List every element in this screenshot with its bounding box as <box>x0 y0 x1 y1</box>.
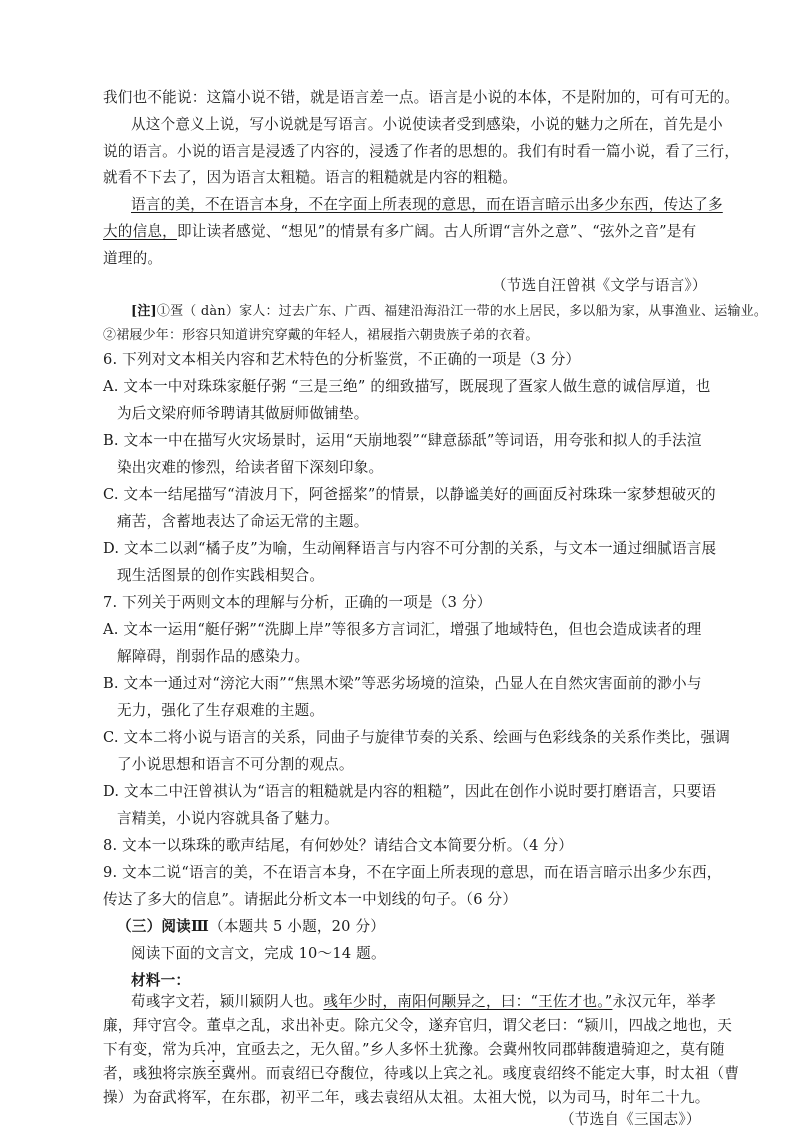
question-8-stem: 8. 文本一以珠珠的歌声结尾，有何妙处？请结合文本简要分析。（4 分） <box>103 837 574 854</box>
passage-line: 从这个意义上说，写小说就是写语言。小说使读者受到感染，小说的魅力之所在，首先是小 <box>131 116 723 133</box>
classical-line: 荀彧字文若，颍川颍阴人也。彧年少时，南阳何颙异之，曰：“王佐才也。”永汉元年，举孝 <box>131 993 716 1010</box>
note-label: [注] <box>131 304 157 319</box>
q6-option-b-cont: 染出灾难的惨烈，给读者留下深刻印象。 <box>117 459 384 476</box>
passage-source: （节选自汪曾祺《文学与语言》） <box>492 277 707 294</box>
question-9-stem: 9. 文本二说“语言的美，不在语言本身，不在字面上所表现的意思，而在语言暗示出多少东西， <box>103 864 722 881</box>
classical-line: 操）为奋武将军，在东郡，初平二年，彧去袁绍从太祖。太祖大悦，以为司马，时年二十九。 <box>103 1089 710 1106</box>
classical-line: 者，彧独将宗族至冀州。而袁绍已夺馥位，待彧以上宾之礼。彧度袁绍终不能定大事，时太祖（曹 <box>103 1065 740 1082</box>
emphasized-character: 冲 <box>206 1041 222 1058</box>
q7-option-b-cont: 无力，强化了生存艰难的主题。 <box>117 702 325 719</box>
classical-line: 廉，拜守宫令。董卓之乱，求出补吏。除亢父令，遂弃官归，谓父老曰：“颍川，四战之地也，天 <box>103 1017 733 1034</box>
section-3-heading: （三）阅读Ⅲ（本题共 5 小题，20 分） <box>117 918 386 935</box>
q7-option-c-cont: 了小说思想和语言不可分割的观点。 <box>117 756 354 773</box>
q6-option-a-cont: 为后文梁府师爷聘请其做厨师做铺垫。 <box>117 405 369 422</box>
q7-option-b: B. 文本一通过对“滂沱大雨”“焦黑木梁”等恶劣场境的渲染，凸显人在自然灾害面前的渺小与 <box>103 675 702 692</box>
q6-option-d: D. 文本二以剥“橘子皮”为喻，生动阐释语言与内容不可分割的关系，与文本一通过细腻语言展 <box>103 540 717 557</box>
question-6-stem: 6. 下列对文本相关内容和艺术特色的分析鉴赏，不正确的一项是（3 分） <box>103 351 581 368</box>
note-2: ②裙屐少年：形容只知道讲究穿戴的年轻人，裙屐指六朝贵族子弟的衣着。 <box>103 328 539 343</box>
q7-option-c: C. 文本二将小说与语言的关系，同曲子与旋律节奏的关系、绘画与色彩线条的关系作类比，强调 <box>103 729 731 746</box>
question-9-stem-cont: 传达了多大的信息”。请据此分析文本一中划线的句子。（6 分） <box>103 891 518 908</box>
q6-option-b: B. 文本一中在描写火灾场景时，运用“天崩地裂”“肆意舔舐”等词语，用夸张和拟人的手法渲 <box>103 432 702 449</box>
classical-source: （节选自《三国志》） <box>560 1111 701 1128</box>
q6-option-c: C. 文本一结尾描写“清波月下，阿爸摇桨”的情景，以静谧美好的画面反衬珠珠一家梦想破灭的 <box>103 486 716 503</box>
note-1: [注]①疍（ dàn）家人：过去广东、广西、福建沿海沿江一带的水上居民，多以船为家，从事渔业、运输业。 <box>131 304 768 319</box>
q6-option-c-cont: 痛苦，含蓄地表达了命运无常的主题。 <box>117 513 369 530</box>
material-1-label: 材料一： <box>131 972 191 989</box>
q6-option-d-cont: 现生活图景的创作实践相契合。 <box>117 567 325 584</box>
passage-line: 我们也不能说：这篇小说不错，就是语言差一点。语言是小说的本体，不是附加的，可有可无的。 <box>103 89 740 106</box>
q6-option-a: A. 文本一中对珠珠家艇仔粥 “三是三绝” 的细致描写，既展现了疍家人做生意的诚信厚道，也 <box>103 378 711 395</box>
passage-line-rest: 即让读者感觉、“想见”的情景有多广阔。古人所谓“言外之意”、“弦外之音”是有 <box>176 223 697 240</box>
section-3-instruction: 阅读下面的文言文，完成 10～14 题。 <box>131 945 386 962</box>
question-7-stem: 7. 下列关于两则文本的理解与分析，正确的一项是（3 分） <box>103 594 492 611</box>
passage-line: 就看不下去了，因为语言太粗糙。语言的粗糙就是内容的粗糙。 <box>103 169 518 186</box>
q7-option-a: A. 文本一运用“艇仔粥”“洗脚上岸”等很多方言词汇，增强了地域特色，但也会造成读者的理 <box>103 621 702 638</box>
classical-line: 下有变，常为兵冲，宜亟去之，无久留。”乡人多怀土犹豫。会冀州牧同郡韩馥遣骑迎之，莫有随 <box>103 1041 725 1058</box>
passage-line: 说的语言。小说的语言是浸透了内容的，浸透了作者的思想的。我们有时看一篇小说，看了三行， <box>103 143 740 160</box>
q7-option-d-cont: 言精美，小说内容就具备了魅力。 <box>117 810 339 827</box>
passage-line <box>103 222 696 242</box>
underlined-sentence: 彧年少时，南阳何颙异之，曰：“王佐才也。” <box>323 993 613 1010</box>
passage-line: 道理的。 <box>103 250 163 267</box>
underlined-sentence-end: 大的信息， <box>103 223 177 240</box>
underlined-sentence: 语言的美，不在语言本身，不在字面上所表现的意思，而在语言暗示出多少东西，传达了多 <box>131 196 723 213</box>
q7-option-a-cont: 解障碍，削弱作品的感染力。 <box>117 648 310 665</box>
q7-option-d: D. 文本二中汪曾祺认为“语言的粗糙就是内容的粗糙”，因此在创作小说时要打磨语言，只要语 <box>103 783 717 800</box>
